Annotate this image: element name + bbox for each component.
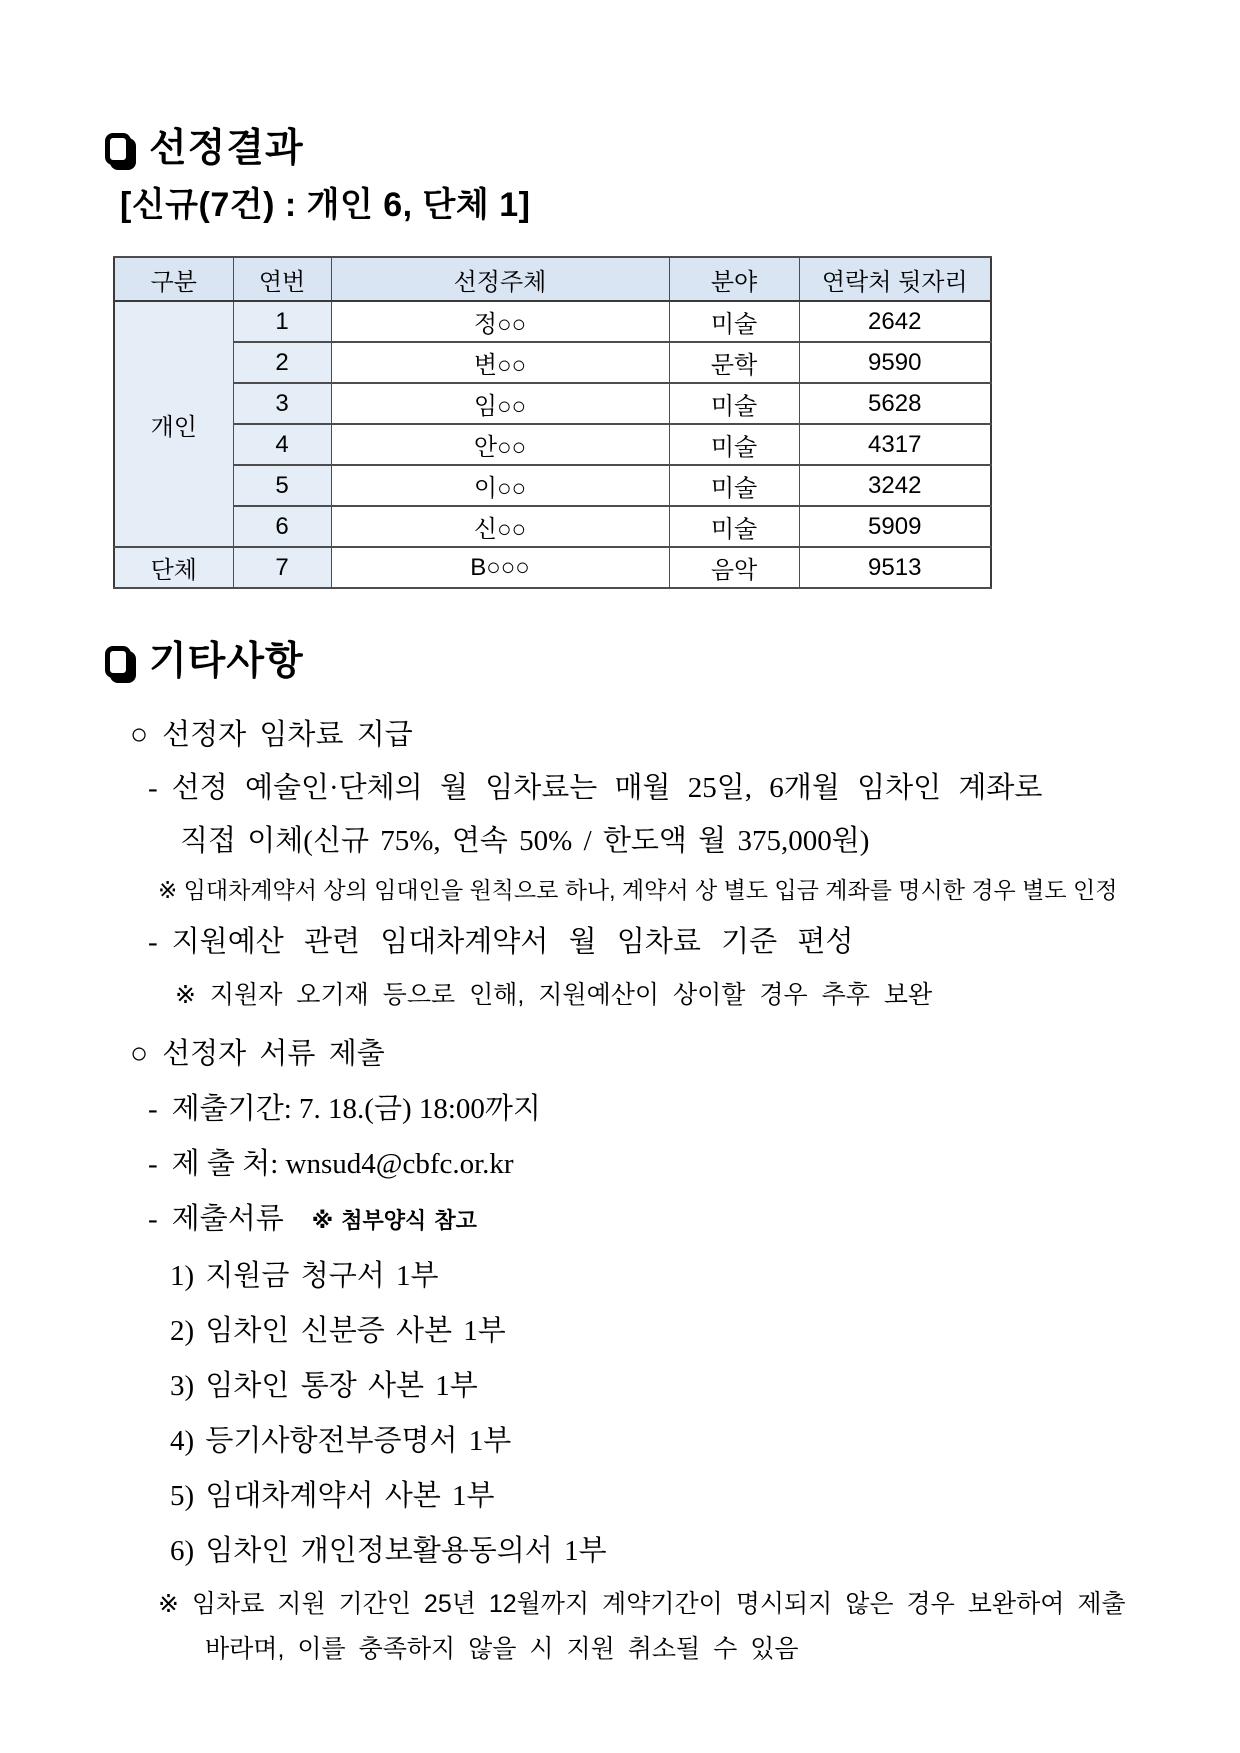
rent-payment-title: 선정자 임차료 지급 xyxy=(162,719,413,751)
table-row xyxy=(114,465,991,506)
cell-number: 4 xyxy=(233,424,331,465)
cell-number: 7 xyxy=(233,547,331,588)
cell-subject: 안○○ xyxy=(331,424,669,465)
selection-results-table xyxy=(113,256,992,589)
rent-footnote2: ※ 지원자 오기재 등으로 인해, 지원예산이 상이할 경우 추후 보완 xyxy=(175,981,933,1009)
section2-heading xyxy=(105,639,1240,685)
cell-contact: 5628 xyxy=(799,383,991,424)
dash-marker: - xyxy=(148,1148,158,1180)
col-header-field: 분야 xyxy=(669,257,799,301)
section1-title: 선정결과 xyxy=(149,127,304,170)
col-header-category: 구분 xyxy=(114,257,233,301)
rent-detail-line2 xyxy=(180,819,1240,863)
cell-contact: 2642 xyxy=(799,301,991,342)
attachment-note: ※ 첨부양식 참고 xyxy=(311,1208,477,1233)
docs-list-label: 제출서류 xyxy=(171,1203,284,1235)
table-row xyxy=(114,506,991,547)
rent-payment-item xyxy=(130,713,1240,757)
table-row xyxy=(114,301,991,342)
rent-budget-text: 지원예산 관련 임대차계약서 월 임차료 기준 편성 xyxy=(171,926,854,958)
cell-number: 3 xyxy=(233,383,331,424)
cell-field: 미술 xyxy=(669,465,799,506)
section1-subtitle: [신규(7건) : 개인 6, 단체 1] xyxy=(120,186,531,224)
group-cell-organization: 단체 xyxy=(114,547,233,588)
doc-item-5: 5) 임대차계약서 사본 1부 xyxy=(170,1480,495,1512)
table-row xyxy=(114,547,991,588)
cell-field: 미술 xyxy=(669,506,799,547)
table-row xyxy=(114,342,991,383)
cell-number: 1 xyxy=(233,301,331,342)
rent-detail-line1 xyxy=(148,766,1240,810)
section2-title: 기타사항 xyxy=(149,640,304,683)
doc-item-1: 1) 지원금 청구서 1부 xyxy=(170,1260,439,1292)
cell-subject: 변○○ xyxy=(331,342,669,383)
doc-item-2: 2) 임차인 신분증 사본 1부 xyxy=(170,1315,506,1347)
col-header-subject: 선정주체 xyxy=(331,257,669,301)
cell-subject: B○○○ xyxy=(331,547,669,588)
group-cell-individual: 개인 xyxy=(114,301,233,547)
rent-footnote1: ※ 임대차계약서 상의 임대인을 원칙으로 하나, 계약서 상 별도 입금 계좌를 명시한 경우 별도 인정 xyxy=(158,877,1118,903)
section1-heading xyxy=(105,126,1240,172)
doc-item-4: 4) 등기사항전부증명서 1부 xyxy=(170,1425,512,1457)
cell-field: 미술 xyxy=(669,424,799,465)
cell-number: 6 xyxy=(233,506,331,547)
rent-budget-line xyxy=(148,920,1240,964)
table-row xyxy=(114,424,991,465)
cell-number: 2 xyxy=(233,342,331,383)
square-bullet-icon xyxy=(105,133,131,165)
cell-subject: 이○○ xyxy=(331,465,669,506)
docs-submission-item xyxy=(130,1032,1240,1076)
cell-contact: 5909 xyxy=(799,506,991,547)
rent-detail-text1: 선정 예술인·단체의 월 임차료는 매월 25일, 6개월 임차인 계좌로 xyxy=(171,772,1043,804)
cell-field: 미술 xyxy=(669,301,799,342)
dash-marker: - xyxy=(148,1093,158,1125)
cell-number: 5 xyxy=(233,465,331,506)
doc-item-3: 3) 임차인 통장 사본 1부 xyxy=(170,1370,478,1402)
doc-item-6: 6) 임차인 개인정보활용동의서 1부 xyxy=(170,1535,607,1567)
docs-deadline-line xyxy=(148,1087,1240,1131)
rent-detail-text2: 직접 이체(신규 75%, 연속 50% / 한도액 월 375,000원) xyxy=(180,825,870,857)
cell-field: 음악 xyxy=(669,547,799,588)
table-header-row xyxy=(114,257,991,301)
cell-subject: 정○○ xyxy=(331,301,669,342)
cell-subject: 신○○ xyxy=(331,506,669,547)
docs-list-label-line xyxy=(148,1197,1240,1243)
docs-deadline-text: 제출기간: 7. 18.(금) 18:00까지 xyxy=(171,1093,541,1125)
docs-email-line xyxy=(148,1142,1240,1186)
cell-contact: 3242 xyxy=(799,465,991,506)
cell-contact: 9513 xyxy=(799,547,991,588)
cell-subject: 임○○ xyxy=(331,383,669,424)
docs-submission-title: 선정자 서류 제출 xyxy=(162,1038,385,1070)
final-footnote-line1: ※ 임차료 지원 기간인 25년 12월까지 계약기간이 명시되지 않은 경우 보완하여 제출 xyxy=(158,1590,1126,1618)
cell-field: 미술 xyxy=(669,383,799,424)
dash-marker: - xyxy=(148,1203,158,1235)
final-footnote-line2: 바라며, 이를 충족하지 않을 시 지원 취소될 수 있음 xyxy=(205,1635,799,1663)
cell-contact: 9590 xyxy=(799,342,991,383)
cell-contact: 4317 xyxy=(799,424,991,465)
col-header-contact: 연락처 뒷자리 xyxy=(799,257,991,301)
cell-field: 문학 xyxy=(669,342,799,383)
dash-marker: - xyxy=(148,926,158,958)
col-header-number: 연번 xyxy=(233,257,331,301)
circle-bullet-icon: ○ xyxy=(130,1037,149,1070)
table-row xyxy=(114,383,991,424)
square-bullet-icon xyxy=(105,646,131,678)
dash-marker: - xyxy=(148,772,158,804)
circle-bullet-icon: ○ xyxy=(130,718,149,751)
docs-email-text: 제 출 처: wnsud4@cbfc.or.kr xyxy=(171,1148,514,1180)
